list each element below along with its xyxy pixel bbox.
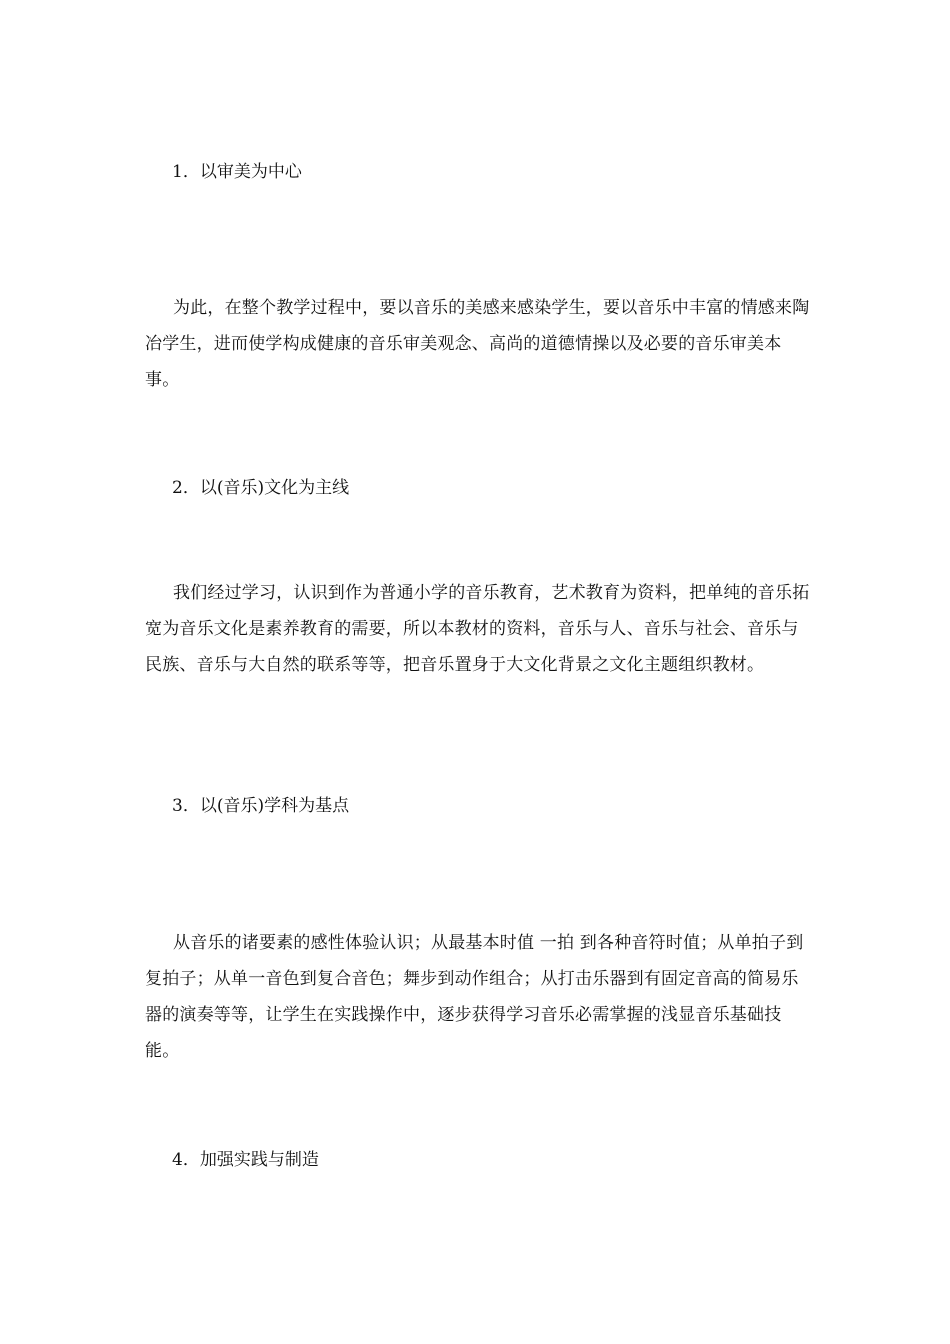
section-paragraph-1: 为此，在整个教学过程中，要以音乐的美感来感染学生，要以音乐中丰富的情感来陶冶学生，进而使学构成健康的音乐审美观念、高尚的道德情操以及必要的音乐审美本事。 (145, 298, 810, 390)
section-heading-3: 3．以(音乐)学科为基点 (172, 796, 350, 816)
section-paragraph-3: 从音乐的诸要素的感性体验认识；从最基本时值 一拍 到各种音符时值；从单拍子到复拍子；从单一音色到复合音色；舞步到动作组合；从打击乐器到有固定音高的简易乐器的演奏等等，让学生在实践操作中，逐步获得学习音乐必需掌握的浅显音乐基础技能。 (145, 933, 804, 1061)
section-heading-2: 2．以(音乐)文化为主线 (172, 478, 350, 498)
section-heading-1: 1．以审美为中心 (172, 162, 302, 182)
section-paragraph-2: 我们经过学习，认识到作为普通小学的音乐教育，艺术教育为资料，把单纯的音乐拓宽为音乐文化是素养教育的需要，所以本教材的资料，音乐与人、音乐与社会、音乐与民族、音乐与大自然的联系等等，把音乐置身于大文化背景之文化主题组织教材。 (145, 583, 810, 675)
section-heading-4: 4．加强实践与制造 (172, 1150, 319, 1170)
